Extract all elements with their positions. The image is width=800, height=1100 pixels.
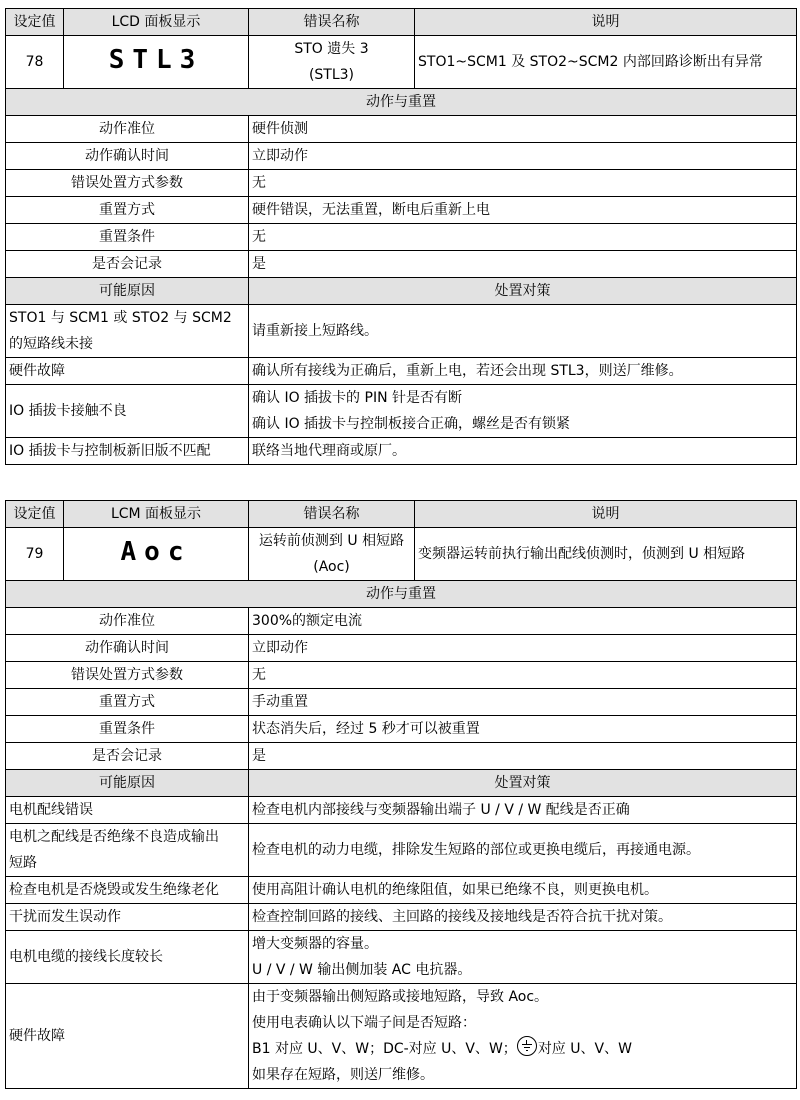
error-name [249,36,415,89]
header-countermeasure: 处置对策 [249,278,797,305]
measure-line: 如果存在短路，则送厂维修。 [252,1067,434,1083]
lcd-code: STL3 [108,45,204,75]
setting-value: 78 [6,36,64,89]
cause-cell: 干扰而发生误动作 [6,904,249,931]
measure-cell: 检查电机内部接线与变频器输出端子 U / V / W 配线是否正确 [249,797,797,824]
row-label-handling-param: 错误处置方式参数 [6,170,249,197]
row-label-action-level: 动作准位 [6,116,249,143]
measure-cell: 联络当地代理商或原厂。 [249,438,797,465]
measure-cell: 请重新接上短路线。 [249,305,797,358]
row-label-reset-method: 重置方式 [6,689,249,716]
error-name-code: (Aoc) [313,559,350,575]
header-possible-cause: 可能原因 [6,278,249,305]
cause-cell: 硬件故障 [6,358,249,385]
header-error-name: 错误名称 [249,501,415,528]
header-error-name: 错误名称 [249,9,415,36]
row-label-confirm-time: 动作确认时间 [6,635,249,662]
measure-line: U / V / W 输出侧加装 AC 电抗器。 [252,962,472,978]
row-label-confirm-time: 动作确认时间 [6,143,249,170]
cause-line: STO1 与 SCM1 或 STO2 与 SCM2 [9,310,232,326]
row-value-action-level: 300%的额定电流 [249,608,797,635]
measure-text: B1 对应 U、V、W；DC-对应 U、V、W； [252,1041,517,1057]
header-description: 说明 [415,501,797,528]
row-label-handling-param: 错误处置方式参数 [6,662,249,689]
row-value-handling-param: 无 [249,662,797,689]
header-description: 说明 [415,9,797,36]
row-label-reset-condition: 重置条件 [6,224,249,251]
row-label-reset-method: 重置方式 [6,197,249,224]
measure-cell: 检查电机的动力电缆，排除发生短路的部位或更换电缆后，再接通电源。 [249,824,797,877]
section-action-reset: 动作与重置 [6,581,797,608]
measure-line: 确认 IO 插拔卡与控制板接合正确，螺丝是否有锁紧 [252,416,571,432]
setting-value: 79 [6,528,64,581]
error-name-code: (STL3) [308,67,355,83]
measure-cell: 使用高阻计确认电机的绝缘阻值，如果已绝缘不良，则更换电机。 [249,877,797,904]
row-value-confirm-time: 立即动作 [249,635,797,662]
error-name-main: 运转前侦测到 U 相短路 [258,533,405,549]
cause-cell: 电机电缆的接线长度较长 [6,931,249,984]
error-description: STO1~SCM1 及 STO2~SCM2 内部回路诊断出有异常 [415,36,797,89]
measure-cell: 确认所有接线为正确后，重新上电，若还会出现 STL3，则送厂维修。 [249,358,797,385]
row-value-action-level: 硬件侦测 [249,116,797,143]
row-label-action-level: 动作准位 [6,608,249,635]
measure-line: 增大变频器的容量。 [252,936,378,952]
cause-cell [6,824,249,877]
section-action-reset: 动作与重置 [6,89,797,116]
fault-table-78 [5,8,797,465]
row-label-recorded: 是否会记录 [6,251,249,278]
measure-line [252,1036,793,1062]
lcd-display [64,36,249,89]
cause-cell: 硬件故障 [6,984,249,1089]
cause-cell: 电机配线错误 [6,797,249,824]
lcm-code: Aoc [120,537,192,567]
measure-cell: 检查控制回路的接线、主回路的接线及接地线是否符合抗干扰对策。 [249,904,797,931]
row-value-confirm-time: 立即动作 [249,143,797,170]
header-setting-value: 设定值 [6,9,64,36]
measure-cell [249,984,797,1089]
cause-cell: IO 插拔卡与控制板新旧版不匹配 [6,438,249,465]
row-label-reset-condition: 重置条件 [6,716,249,743]
error-name [249,528,415,581]
cause-line: 短路 [9,855,37,871]
cause-cell: 检查电机是否烧毁或发生绝缘老化 [6,877,249,904]
cause-cell: IO 插拔卡接触不良 [6,385,249,438]
header-countermeasure: 处置对策 [249,770,797,797]
header-setting-value: 设定值 [6,501,64,528]
measure-line: 确认 IO 插拔卡的 PIN 针是否有断 [252,390,462,406]
row-value-recorded: 是 [249,743,797,770]
header-panel-display: LCM 面板显示 [64,501,249,528]
measure-text: 对应 U、V、W [537,1041,632,1057]
row-value-reset-method: 硬件错误，无法重置，断电后重新上电 [249,197,797,224]
row-value-reset-condition: 状态消失后，经过 5 秒才可以被重置 [249,716,797,743]
measure-cell [249,931,797,984]
cause-cell [6,305,249,358]
measure-line: 由于变频器输出侧短路或接地短路，导致 Aoc。 [252,989,549,1005]
cause-line: 的短路线未接 [9,336,93,352]
cause-line: 电机之配线是否绝缘不良造成输出 [9,829,219,845]
row-value-recorded: 是 [249,251,797,278]
measure-line: 使用电表确认以下端子间是否短路： [252,1015,476,1031]
row-value-reset-condition: 无 [249,224,797,251]
header-possible-cause: 可能原因 [6,770,249,797]
row-value-reset-method: 手动重置 [249,689,797,716]
fault-table-79 [5,500,797,1089]
row-value-handling-param: 无 [249,170,797,197]
ground-terminal-icon [517,1036,537,1056]
error-name-main: STO 遗失 3 [294,41,369,57]
lcm-display [64,528,249,581]
measure-cell [249,385,797,438]
row-label-recorded: 是否会记录 [6,743,249,770]
header-panel-display: LCD 面板显示 [64,9,249,36]
error-description: 变频器运转前执行输出配线侦测时，侦测到 U 相短路 [415,528,797,581]
